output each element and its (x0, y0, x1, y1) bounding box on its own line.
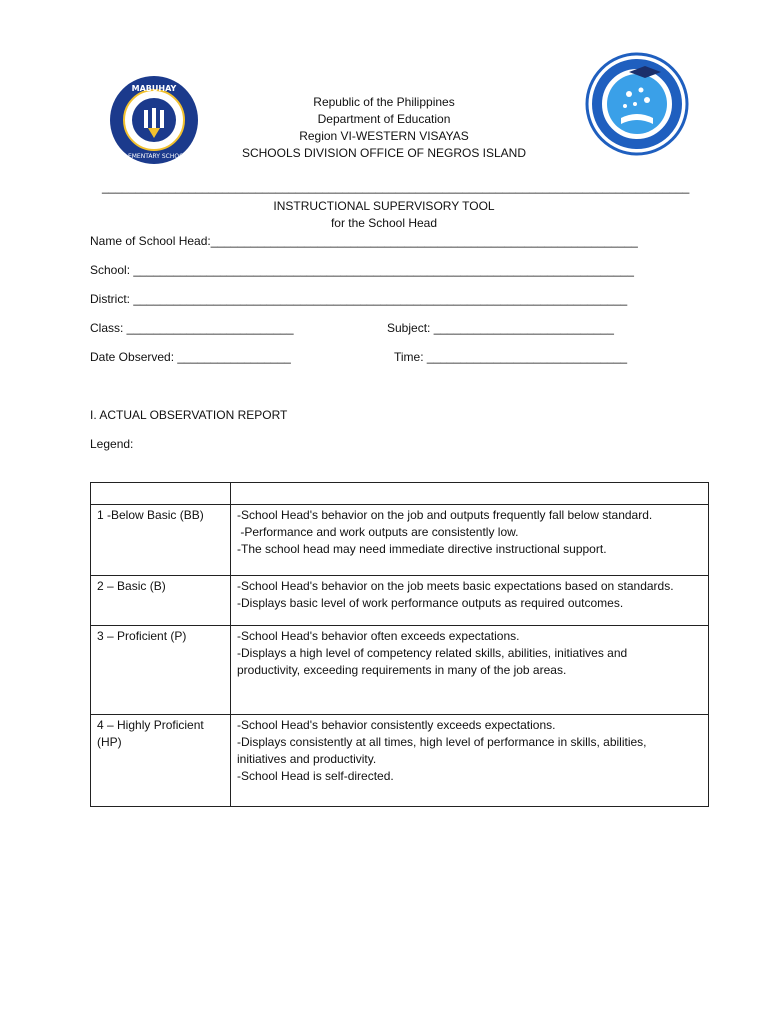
section-heading: I. ACTUAL OBSERVATION REPORT (90, 408, 288, 422)
legend-row (91, 505, 709, 576)
legend-level: 3 – Proficient (P) (91, 626, 231, 715)
header-republic: Republic of the Philippines (313, 95, 455, 109)
legend-desc-line: -Displays consistently at all times, high level of performance in skills, abilities, (237, 735, 647, 749)
school-field[interactable]: School: ___________________________________________________________________________ (90, 263, 634, 277)
legend-desc-line: -School Head's behavior on the job meets basic expectations based on standards. (237, 579, 674, 593)
legend-row (91, 626, 709, 715)
legend-row (91, 715, 709, 807)
svg-text:MABUHAY: MABUHAY (131, 84, 177, 93)
legend-desc-line: -Displays a high level of competency related skills, abilities, initiatives and (237, 646, 628, 660)
class-field[interactable]: Class: _________________________ (90, 321, 294, 335)
legend-level: 2 – Basic (B) (91, 576, 231, 626)
district-field[interactable]: District: __________________________________________________________________________ (90, 292, 628, 306)
legend-description (231, 505, 709, 576)
legend-header-level (91, 483, 231, 505)
legend-desc-line: initiatives and productivity. (237, 752, 377, 766)
form-subtitle: for the School Head (330, 216, 438, 230)
legend-desc-line: -School Head's behavior often exceeds expectations. (237, 629, 520, 643)
legend-level: 4 – Highly Proficient (HP) (91, 715, 231, 807)
legend-label: Legend: (90, 437, 134, 451)
date-observed-field[interactable]: Date Observed: _________________ (90, 350, 291, 364)
header-department: Department of Education (317, 112, 451, 126)
header-region: Region VI-WESTERN VISAYAS (299, 129, 469, 143)
header-rule: ________________________________________________________________________________________ (102, 180, 690, 194)
legend-desc-line: productivity, exceeding requirements in many of the job areas. (237, 663, 567, 677)
legend-desc-line: -School Head's behavior consistently exceeds expectations. (237, 718, 556, 732)
legend-description (231, 715, 709, 807)
legend-description (231, 576, 709, 626)
legend-desc-line: -Performance and work outputs are consistently low. (237, 525, 519, 539)
legend-level: 1 -Below Basic (BB) (91, 505, 231, 576)
legend-header-desc (231, 483, 709, 505)
legend-description (231, 626, 709, 715)
form-title: INSTRUCTIONAL SUPERVISORY TOOL (273, 199, 495, 213)
subject-field[interactable]: Subject: ___________________________ (387, 321, 614, 335)
time-field[interactable]: Time: ______________________________ (394, 350, 628, 364)
legend-desc-line: -Displays basic level of work performance outputs as required outcomes. (237, 596, 624, 610)
svg-text:ELEMENTARY SCHOOL: ELEMENTARY SCHOOL (120, 153, 188, 160)
legend-header-row (91, 483, 709, 505)
legend-desc-line: -School Head's behavior on the job and outputs frequently fall below standard. (237, 508, 653, 522)
legend-desc-line: -School Head is self-directed. (237, 769, 394, 783)
legend-table (90, 482, 709, 807)
header-division: SCHOOLS DIVISION OFFICE OF NEGROS ISLAND (241, 146, 527, 160)
school-head-field[interactable]: Name of School Head:________________________________________________________________ (90, 234, 638, 248)
legend-row (91, 576, 709, 626)
legend-desc-line: -The school head may need immediate directive instructional support. (237, 542, 607, 556)
